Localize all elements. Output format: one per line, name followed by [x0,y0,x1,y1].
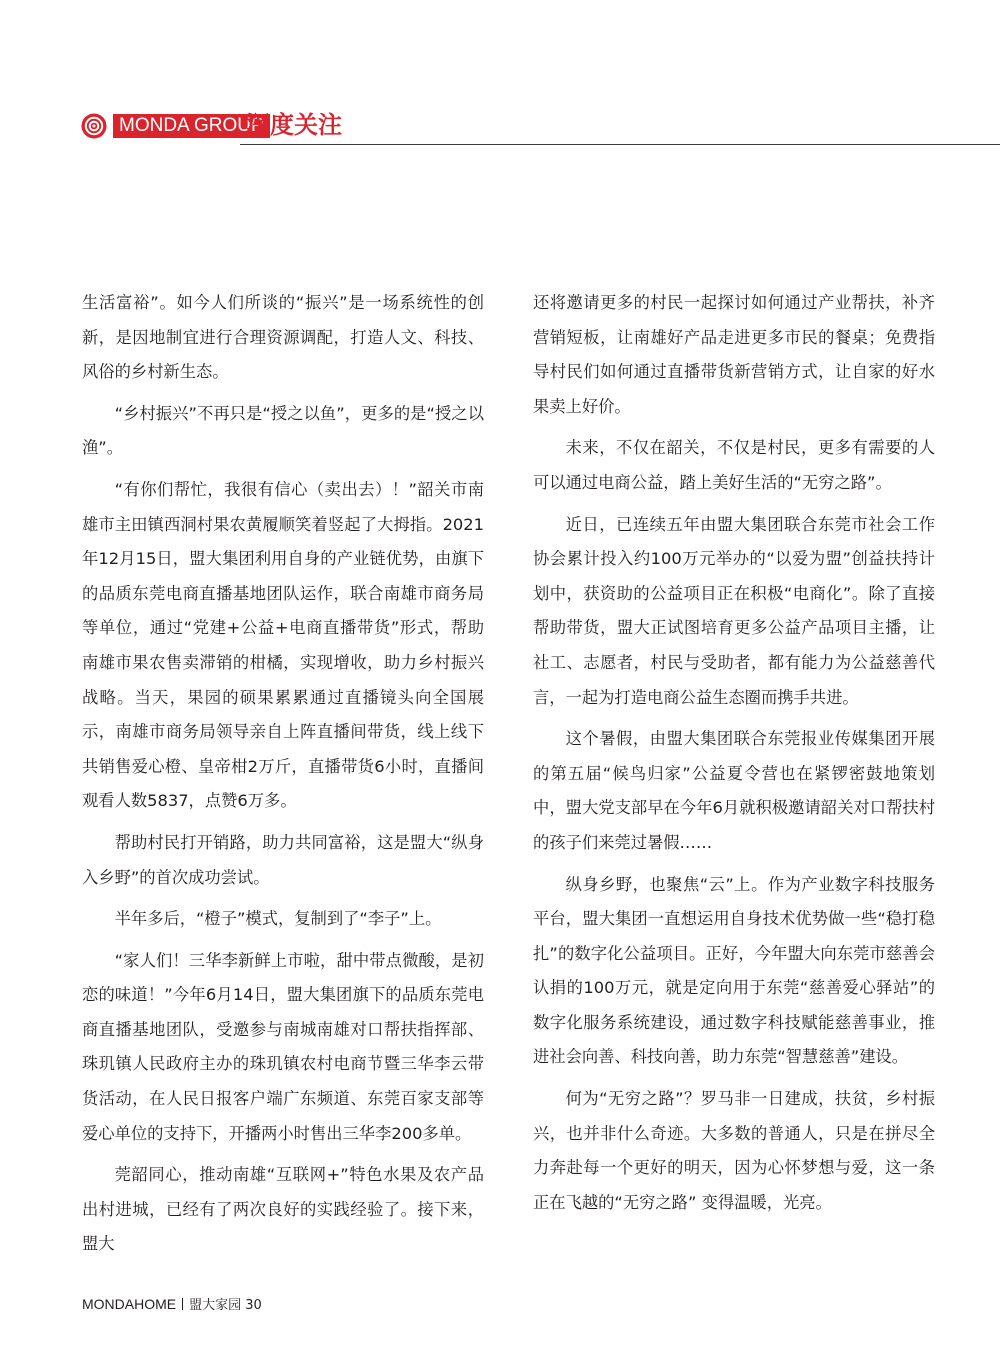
paragraph: “乡村振兴”不再只是“授之以鱼”，更多的是“授之以渔”。 [82,403,484,458]
paragraph: 纵身乡野，也聚焦“云”上。作为产业数字科技服务平台，盟大集团一直想运用自身技术优势做一些“稳打稳扎”的数字化公益项目。正好，今年盟大向东莞市慈善会认捐的100万元，就是定向用于东莞“慈善爱心驿站”的数字化服务系统建设，通过数字科技赋能慈善事业，推进社会向善、科技向善，助力东莞“智慧慈善”建设。 [533,874,935,1067]
paragraph: 莞韶同心，推动南雄“互联网+”特色水果及农产品出村进城，已经有了两次良好的实践经验了。接下来，盟大 [82,1165,484,1254]
page-footer [82,1292,262,1316]
brand-label: MONDA GROUP [113,114,270,138]
paragraph: 近日，已连续五年由盟大集团联合东莞市社会工作协会累计投入约100万元举办的“以爱为盟”创益扶持计划中，获资助的公益项目正在积极“电商化”。除了直接帮助带货，盟大正试图培育更多公益产品项目主播，让社工、志愿者，村民与受助者，都有能力为公益慈善代言，一起为打造电商公益生态圈而携手共进。 [533,514,935,707]
paragraph: 生活富裕”。如今人们所谈的“振兴”是一场系统性的创新，是因地制宜进行合理资源调配，打造人文、科技、风俗的乡村新生态。 [82,293,484,382]
paragraph: 还将邀请更多的村民一起探讨如何通过产业帮扶，补齐营销短板，让南雄好产品走进更多市民的餐桌；免费指导村民们如何通过直播带货新营销方式，让自家的好水果卖上好价。 [533,293,935,416]
footer-brand: MONDAHOME [82,1296,177,1312]
paragraph: 这个暑假，由盟大集团联合东莞报业传媒集团开展的第五届“候鸟归家”公益夏令营也在紧锣密鼓地策划中，盟大党支部早在今年6月就积极邀请韶关对口帮扶村的孩子们来莞过暑假…… [533,729,935,852]
paragraph: “有你们帮忙，我很有信心（卖出去）！”韶关市南雄市主田镇西洞村果农黄履顺笑着竖起了大拇指。2021年12月15日，盟大集团利用自身的产业链优势，由旗下的品质东莞电商直播基地团队运作，联合南雄市商务局等单位，通过“党建+公益+电商直播带货”形式，帮助南雄市果农售卖滞销的柑橘，实现增收，助力乡村振兴战略。当天，果园的硕果累累通过直播镜头向全国展示，南雄市商务局领导亲自上阵直播间带货，线上线下共销售爱心橙、皇帝柑2万斤，直播带货6小时，直播间观看人数5837，点赞6万多。 [82,479,484,811]
article-column-left [82,286,484,1269]
section-title: 深度关注 [246,111,342,139]
page-header [80,108,1000,144]
paragraph: 半年多后，“橙子”模式，复制到了“李子”上。 [114,909,442,929]
header-divider [240,144,1000,145]
paragraph: “家人们！三华李新鲜上市啦，甜中带点微酸，是初恋的味道！”今年6月14日，盟大集团旗下的品质东莞电商直播基地团队，受邀参与南城南雄对口帮扶指挥部、珠玑镇人民政府主办的珠玑镇农村电商节暨三华李云带货活动，在人民日报客户端广东频道、东莞百家支部等爱心单位的支持下，开播两小时售出三华李200多单。 [82,950,484,1143]
page-number: 30 [245,1298,262,1313]
footer-label: 盟大家园 [189,1298,242,1313]
paragraph: 未来，不仅在韶关，不仅是村民，更多有需要的人可以通过电商公益，踏上美好生活的“无穷之路”。 [533,438,935,492]
article-column-right [533,286,935,1227]
monda-logo-icon [80,112,108,140]
footer-divider [182,1298,183,1310]
paragraph: 何为“无穷之路”？罗马非一日建成，扶贫，乡村振兴，也并非什么奇迹。大多数的普通人，只是在拼尽全力奔赴每一个更好的明天，因为心怀梦想与爱，这一条正在飞越的“无穷之路” 变得温暖，光亮。 [533,1089,935,1212]
paragraph: 帮助村民打开销路，助力共同富裕，这是盟大“纵身入乡野”的首次成功尝试。 [82,832,484,887]
